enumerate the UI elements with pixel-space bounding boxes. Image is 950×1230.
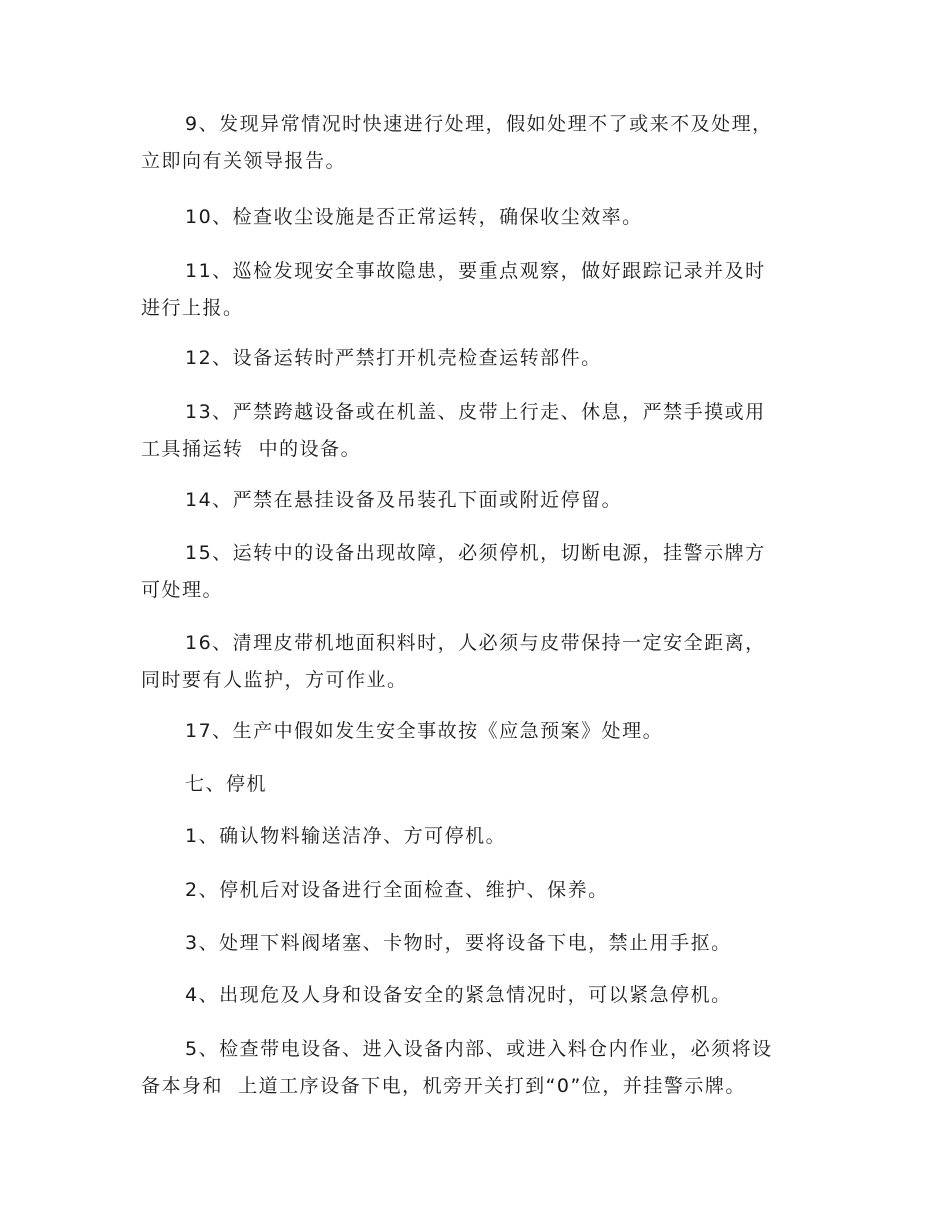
paragraph-item-s5 bbox=[141, 1031, 809, 1105]
paragraph-item-15 bbox=[141, 535, 809, 609]
section-heading-text: 七、停机 bbox=[185, 773, 268, 795]
paragraph-line: 14、严禁在悬挂设备及吊装孔下面或附近停留。 bbox=[185, 489, 623, 511]
paragraph-item-14 bbox=[141, 482, 809, 519]
paragraph-line: 3、处理下料阀堵塞、卡物时，要将设备下电，禁止用手抠。 bbox=[185, 932, 732, 954]
paragraph-item-16 bbox=[141, 625, 809, 699]
paragraph-line: 1、确认物料输送洁净、方可停机。 bbox=[185, 825, 507, 847]
paragraph-item-9 bbox=[141, 106, 809, 180]
paragraph-line: 工具捅运转 中的设备。 bbox=[141, 438, 362, 460]
paragraph-line: 可处理。 bbox=[141, 579, 224, 601]
paragraph-line: 10、检查收尘设施是否正常运转，确保收尘效率。 bbox=[185, 206, 643, 228]
paragraph-line: 同时要有人监护，方可作业。 bbox=[141, 669, 408, 691]
paragraph-item-17 bbox=[141, 713, 809, 750]
paragraph-line: 16、清理皮带机地面积料时，人必须与皮带保持一定安全距离， bbox=[185, 632, 766, 654]
paragraph-line: 2、停机后对设备进行全面检查、维护、保养。 bbox=[185, 879, 609, 901]
paragraph-line: 进行上报。 bbox=[141, 297, 244, 319]
paragraph-item-13 bbox=[141, 394, 809, 468]
paragraph-line: 17、生产中假如发生安全事故按《应急预案》处理。 bbox=[185, 720, 664, 742]
paragraph-line: 12、设备运转时严禁打开机壳检查运转部件。 bbox=[185, 347, 602, 369]
paragraph-item-10 bbox=[141, 199, 809, 236]
paragraph-item-11 bbox=[141, 253, 809, 327]
paragraph-item-s2 bbox=[141, 872, 809, 909]
paragraph-line: 5、检查带电设备、进入设备内部、或进入料仓内作业，必须将设 bbox=[185, 1038, 773, 1060]
paragraph-item-s1 bbox=[141, 818, 809, 855]
section-heading bbox=[141, 766, 809, 803]
paragraph-item-s3 bbox=[141, 925, 809, 962]
paragraph-line: 4、出现危及人身和设备安全的紧急情况时，可以紧急停机。 bbox=[185, 984, 732, 1006]
paragraph-line: 9、发现异常情况时快速进行处理，假如处理不了或来不及处理， bbox=[185, 113, 773, 135]
paragraph-item-12 bbox=[141, 340, 809, 377]
paragraph-line: 11、巡检发现安全事故隐患，要重点观察，做好跟踪记录并及时 bbox=[185, 260, 766, 282]
paragraph-item-s4 bbox=[141, 977, 809, 1014]
paragraph-line: 15、运转中的设备出现故障，必须停机，切断电源，挂警示牌方 bbox=[185, 542, 766, 564]
paragraph-line: 立即向有关领导报告。 bbox=[141, 150, 347, 172]
paragraph-line: 备本身和 上道工序设备下电，机旁开关打到“0”位，并挂警示牌。 bbox=[141, 1075, 746, 1097]
paragraph-line: 13、严禁跨越设备或在机盖、皮带上行走、休息，严禁手摸或用 bbox=[185, 401, 766, 423]
